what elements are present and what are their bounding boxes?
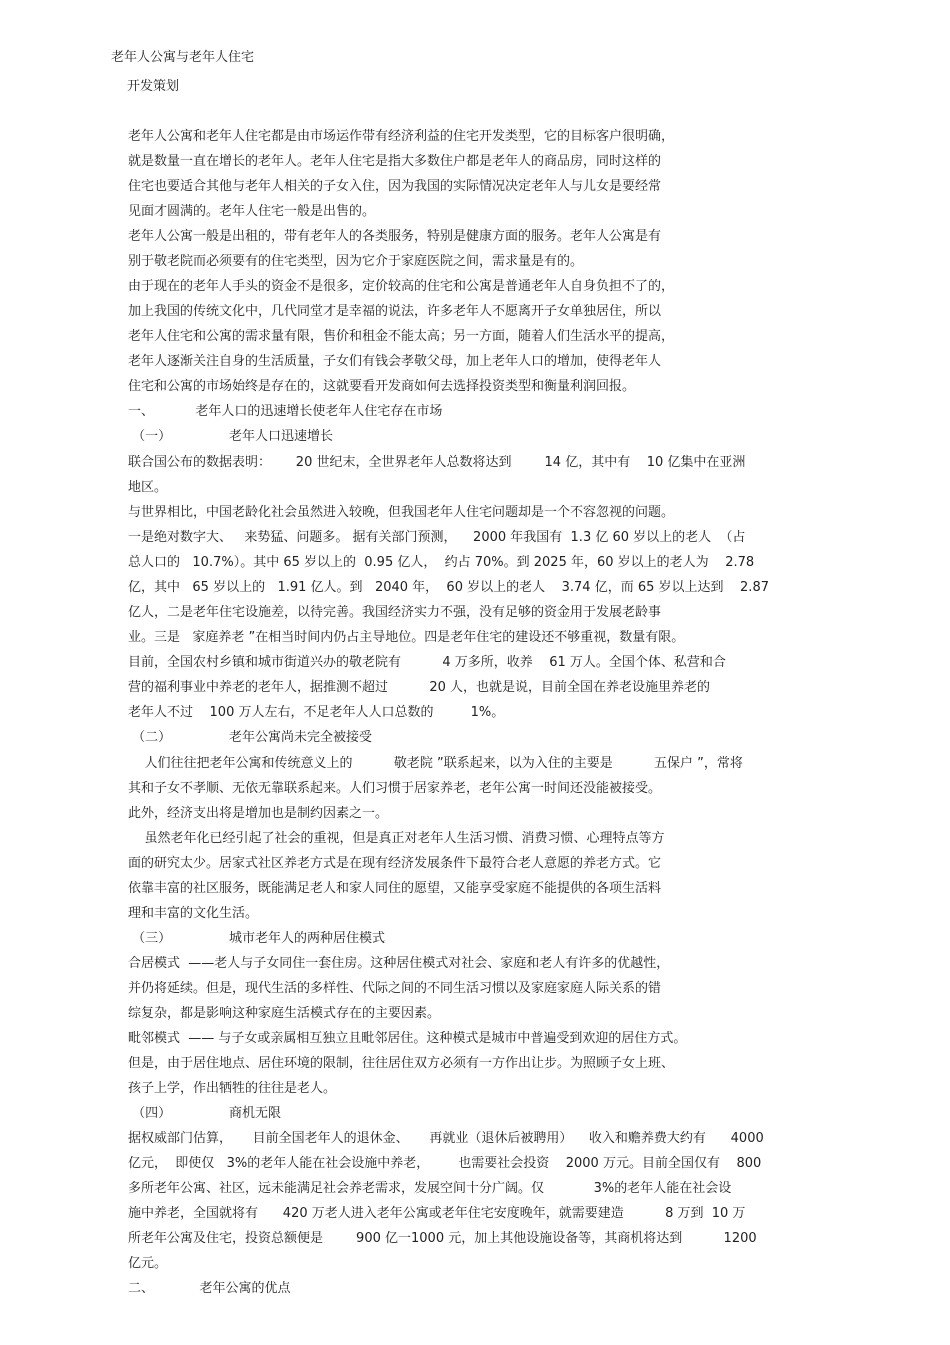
paragraph-line: 与世界相比，中国老龄化社会虽然进入较晚，但我国老年人住宅问题却是一个不容忽视的问题。 xyxy=(128,505,675,520)
paragraph-line: 老年人公寓一般是出租的，带有老年人的各类服务，特别是健康方面的服务。老年人公寓是有 xyxy=(128,229,662,244)
paragraph-line: 见面才圆满的。老年人住宅一般是出售的。 xyxy=(128,204,376,219)
paragraph-line: 面的研究太少。居家式社区养老方式是在现有经济发展条件下最符合老人意愿的养老方式。它 xyxy=(128,856,662,871)
paragraph-line: 目前，全国农村乡镇和城市街道兴办的敬老院有 4 万多所，收养 61 万人。全国个体、私营和合 xyxy=(128,655,726,670)
paragraph-line: 亿元， 即使仅 3%的老年人能在社会设施中养老， 也需要社会投资 2000 万元。目前全国仅有 800 xyxy=(128,1156,762,1171)
paragraph-line: 老年人住宅和公寓的需求量有限，售价和租金不能太高；另一方面，随着人们生活水平的提高， xyxy=(128,329,675,344)
paragraph-line: 住宅也要适合其他与老年人相关的子女入住，因为我国的实际情况决定老年人与儿女是要经常 xyxy=(128,179,662,194)
paragraph-line: 所老年公寓及住宅，投资总额便是 900 亿一1000 元，加上其他设施设备等，其商机将达到 1200 xyxy=(128,1231,757,1246)
subsection-heading: （四） 商机无限 xyxy=(128,1106,281,1121)
section-heading: 二、 老年公寓的优点 xyxy=(128,1281,291,1296)
subsection-heading: （二） 老年公寓尚未完全被接受 xyxy=(128,730,372,745)
document-title: 老年人公寓与老年人住宅 xyxy=(111,50,255,65)
paragraph-line: 加上我国的传统文化中，几代同堂才是幸福的说法，许多老年人不愿离开子女单独居住，所以 xyxy=(128,304,662,319)
paragraph-line: 孩子上学，作出牺牲的往往是老人。 xyxy=(128,1081,337,1096)
paragraph-line: 综复杂，都是影响这种家庭生活模式存在的主要因素。 xyxy=(128,1006,441,1021)
paragraph-line: 人们往往把老年公寓和传统意义上的 敬老院 ”联系起来，以为入住的主要是 五保户 ”，常将 xyxy=(128,756,743,771)
subsection-heading: （一） 老年人口迅速增长 xyxy=(128,429,333,444)
paragraph-line: 总人口的 10.7%）。其中 65 岁以上的 0.95 亿人， 约占 70%。到 2025 年，60 岁以上的老人为 2.78 xyxy=(128,555,755,570)
paragraph-line: 但是，由于居住地点、居住环境的限制，往往居住双方必须有一方作出让步。为照顾子女上班、 xyxy=(128,1056,675,1071)
paragraph-line: 合居模式 ——老人与子女同住一套住房。这种居住模式对社会、家庭和老人有许多的优越性， xyxy=(128,956,670,971)
paragraph-line: 理和丰富的文化生活。 xyxy=(128,906,259,921)
paragraph-line: 就是数量一直在增长的老年人。老年人住宅是指大多数住户都是老年人的商品房，同时这样的 xyxy=(128,154,662,169)
paragraph-line: 此外，经济支出将是增加也是制约因素之一。 xyxy=(128,806,389,821)
paragraph-line: 一是绝对数字大、 来势猛、问题多。 据有关部门预测， 2000 年我国有 1.3 亿 60 岁以上的老人 （占 xyxy=(128,530,746,545)
document-subtitle: 开发策划 xyxy=(127,79,180,94)
paragraph-line: 住宅和公寓的市场始终是存在的，这就要看开发商如何去选择投资类型和衡量利润回报。 xyxy=(128,379,636,394)
paragraph-line: 虽然老年化已经引起了社会的重视，但是真正对老年人生活习惯、消费习惯、心理特点等方 xyxy=(128,831,665,846)
paragraph-line: 老年人逐渐关注自身的生活质量，子女们有钱会孝敬父母，加上老年人口的增加，使得老年人 xyxy=(128,354,662,369)
paragraph-line: 其和子女不孝顺、无依无靠联系起来。人们习惯于居家养老，老年公寓一时间还没能被接受。 xyxy=(128,781,662,796)
paragraph-line: 业。三是 家庭养老 ”在相当时间内仍占主导地位。四是老年住宅的建设还不够重视，数量有限。 xyxy=(128,630,685,645)
paragraph-line: 别于敬老院而必须要有的住宅类型，因为它介于家庭医院之间，需求量是有的。 xyxy=(128,254,584,269)
subsection-heading: （三） 城市老年人的两种居住模式 xyxy=(128,931,385,946)
section-heading: 一、 老年人口的迅速增长使老年人住宅存在市场 xyxy=(128,404,443,419)
paragraph-line: 多所老年公寓、社区，远未能满足社会养老需求，发展空间十分广阔。仅 3%的老年人能在社会设 xyxy=(128,1181,732,1196)
paragraph-line: 施中养老，全国就将有 420 万老人进入老年公寓或老年住宅安度晚年，就需要建造 8 万到 10 万 xyxy=(128,1206,746,1221)
paragraph-line: 营的福利事业中养老的老年人，据推测不超过 20 人，也就是说，目前全国在养老设施里养老的 xyxy=(128,680,710,695)
paragraph-line: 由于现在的老年人手头的资金不是很多，定价较高的住宅和公寓是普通老年人自身负担不了的， xyxy=(128,279,675,294)
paragraph-line: 老年人公寓和老年人住宅都是由市场运作带有经济利益的住宅开发类型，它的目标客户很明确， xyxy=(128,129,675,144)
paragraph-line: 并仍将延续。但是，现代生活的多样性、代际之间的不同生活习惯以及家庭家庭人际关系的错 xyxy=(128,981,662,996)
paragraph-line: 亿元。 xyxy=(128,1256,168,1271)
paragraph-line: 毗邻模式 —— 与子女或亲属相互独立且毗邻居住。这种模式是城市中普遍受到欢迎的居住方式。 xyxy=(128,1031,687,1046)
paragraph-line: 地区。 xyxy=(128,480,168,495)
paragraph-line: 据权威部门估算， 目前全国老年人的退休金、 再就业（退休后被聘用） 收入和赡养费大约有 4000 xyxy=(128,1131,764,1146)
paragraph-line: 亿人，二是老年住宅设施差，以待完善。我国经济实力不强，没有足够的资金用于发展老龄事 xyxy=(128,605,662,620)
paragraph-line: 亿，其中 65 岁以上的 1.91 亿人。到 2040 年， 60 岁以上的老人 3.74 亿，而 65 岁以上达到 2.87 xyxy=(128,580,769,595)
paragraph-line: 联合国公布的数据表明： 20 世纪末，全世界老年人总数将达到 14 亿，其中有 10 亿集中在亚洲 xyxy=(128,455,746,470)
paragraph-line: 老年人不过 100 万人左右，不足老年人人口总数的 1%。 xyxy=(128,705,505,720)
paragraph-line: 依靠丰富的社区服务，既能满足老人和家人同住的愿望，又能享受家庭不能提供的各项生活料 xyxy=(128,881,662,896)
